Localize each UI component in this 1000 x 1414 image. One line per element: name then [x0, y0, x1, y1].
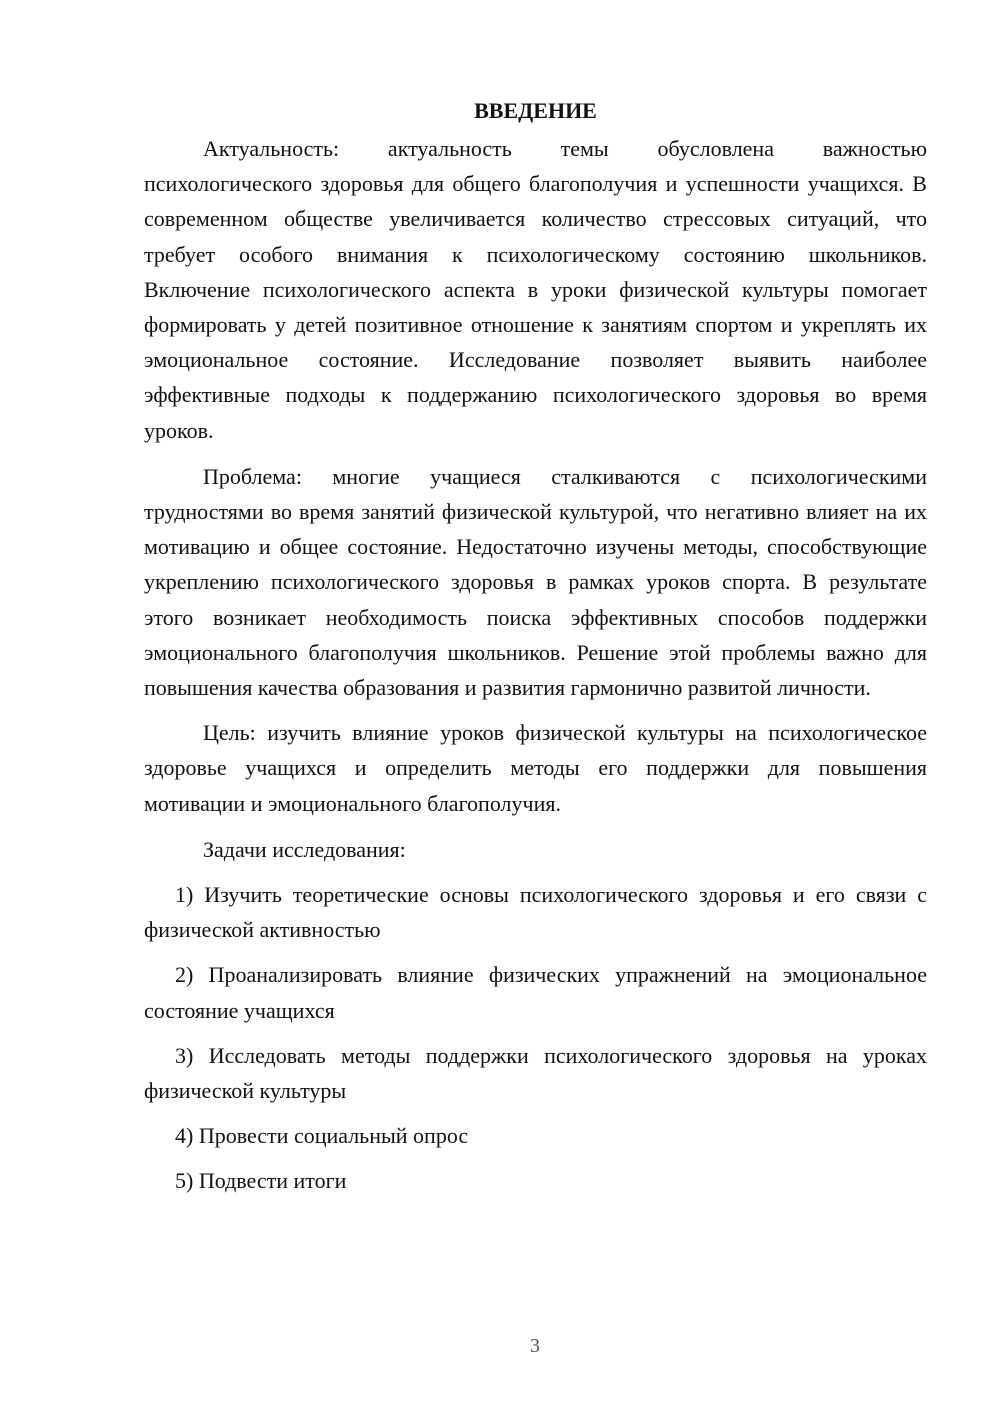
- section-title: ВВЕДЕНИЕ: [474, 98, 597, 123]
- task-item-1: 1) Изучить теоретические основы психологического здоровья и его связи с физической активностью: [144, 882, 927, 943]
- task-item-2: 2) Проанализировать влияние физических упражнений на эмоциональное состояние учащихся: [144, 962, 927, 1023]
- document-body: [144, 96, 927, 1199]
- task-list: [144, 877, 927, 1199]
- task-item-4: 4) Провести социальный опрос: [175, 1123, 469, 1149]
- tasks-heading: Задачи исследования:: [203, 836, 406, 862]
- task-item-5: 5) Подвести итоги: [175, 1168, 347, 1194]
- paragraph-goal: Цель: изучить влияние уроков физической культуры на психологическое здоровье учащихся и определить методы его поддержки для повышения мотивации и эмоционального благополучия.: [144, 720, 927, 816]
- paragraph-relevance: Актуальность: актуальность темы обусловлена важностью психологического здоровья для общего благополучия и успешности учащихся. В современном обществе увеличивается количество стрессовых ситуаций, что требует особого внимания к психологическому состоянию школьников. Включение психологического аспекта в уроки физической культуры помогает формировать у детей позитивное отношение к занятиям спортом и укреплять их эмоциональное состояние. Исследование позволяет выявить наиболее эффективные подходы к поддержанию психологического здоровья во время уроков.: [144, 136, 927, 443]
- task-item-3: 3) Исследовать методы поддержки психологического здоровья на уроках физической культуры: [144, 1042, 927, 1104]
- paragraph-problem: Проблема: многие учащиеся сталкиваются с психологическими трудностями во время занятий физической культурой, что негативно влияет на их мотивацию и общее состояние. Недостаточно изучены методы, способствующие укреплению психологического здоровья в рамках уроков спорта. В результате этого возникает необходимость поиска эффективных способов поддержки эмоционального благополучия школьников. Решение этой проблемы важно для повышения качества образования и развития гармонично развитой личности.: [144, 463, 927, 701]
- page-number: 3: [530, 1335, 540, 1357]
